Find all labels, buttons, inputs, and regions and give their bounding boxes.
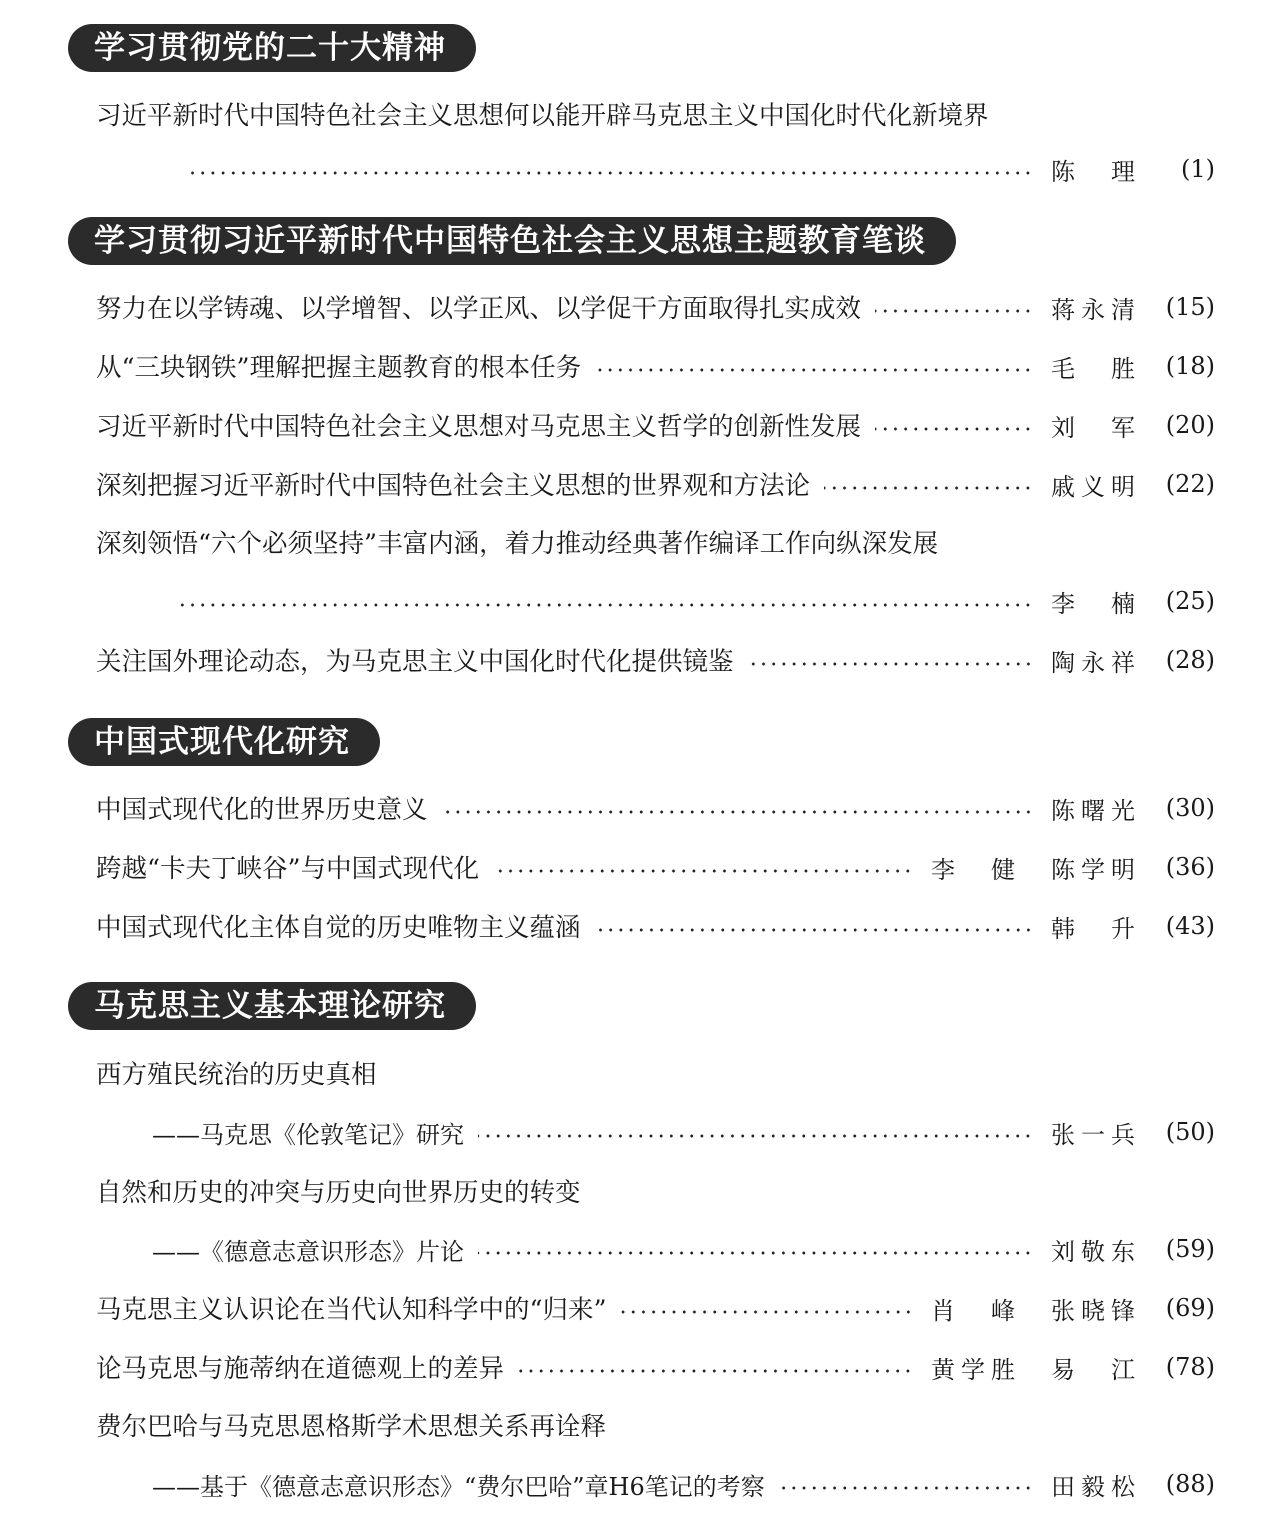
author-name: 陈学明: [1051, 855, 1137, 884]
toc-entry[interactable]: [96, 346, 1215, 386]
dot-leader: [478, 1134, 1033, 1138]
page-number: (1): [1181, 155, 1215, 183]
entry-subtitle: ——基于《德意志意识形态》“费尔巴哈”章H6笔记的考察: [152, 1472, 765, 1501]
dot-leader: [595, 928, 1033, 932]
entry-authors: [1051, 290, 1137, 325]
toc-entry-title[interactable]: [96, 1405, 1215, 1445]
page-number: (43): [1165, 912, 1215, 940]
toc-entry[interactable]: [96, 1347, 1215, 1387]
entry-title: 习近平新时代中国特色社会主义思想何以能开辟马克思主义中国化时代化新境界: [96, 101, 989, 131]
author-name: 韩 升: [1051, 914, 1137, 943]
author-name: 肖 峰: [931, 1296, 1017, 1325]
entry-authors: [1051, 1467, 1137, 1502]
toc-entry[interactable]: [160, 581, 1215, 621]
toc-entry[interactable]: [96, 906, 1215, 946]
toc-entry[interactable]: [96, 405, 1215, 445]
section-header: 学习贯彻习近平新时代中国特色社会主义思想主题教育笔谈: [68, 217, 956, 265]
entry-title: 自然和历史的冲突与历史向世界历史的转变: [96, 1178, 581, 1208]
entry-authors: [931, 1350, 1137, 1385]
dot-leader: [442, 810, 1033, 814]
author-name: 毛 胜: [1051, 354, 1137, 383]
author-name: 张一兵: [1051, 1120, 1137, 1149]
page-number: (30): [1165, 794, 1215, 822]
section-header: 马克思主义基本理论研究: [68, 982, 476, 1030]
toc-entry[interactable]: [176, 149, 1215, 189]
dot-leader: [595, 368, 1033, 372]
entry-title: 关注国外理论动态，为马克思主义中国化时代化提供镜鉴: [96, 647, 734, 677]
page-number: (78): [1165, 1353, 1215, 1381]
author-name: 田毅松: [1051, 1472, 1137, 1501]
toc-entry-title[interactable]: [96, 1053, 1215, 1093]
toc-entry-title[interactable]: [96, 94, 1215, 134]
toc-entry[interactable]: [96, 640, 1215, 680]
entry-authors: [1051, 643, 1137, 678]
author-name: 戚义明: [1051, 472, 1137, 501]
dot-leader: [621, 1310, 913, 1314]
entry-authors: [1051, 408, 1137, 443]
page-number: (69): [1165, 1294, 1215, 1322]
entry-title: 中国式现代化主体自觉的历史唯物主义蕴涵: [96, 913, 581, 943]
author-name: 刘敬东: [1051, 1237, 1137, 1266]
page-number: (20): [1165, 411, 1215, 439]
page-number: (88): [1165, 1470, 1215, 1498]
entry-authors: [931, 850, 1137, 885]
dot-leader: [518, 1369, 913, 1373]
page-number: (22): [1165, 470, 1215, 498]
entry-authors: [1051, 1115, 1137, 1150]
page-number: (36): [1165, 853, 1215, 881]
dot-leader: [748, 662, 1033, 666]
page-number: (15): [1165, 293, 1215, 321]
entry-authors: [1051, 152, 1137, 187]
toc-entry[interactable]: [96, 464, 1215, 504]
dot-leader: [493, 869, 913, 873]
entry-authors: [1051, 584, 1137, 619]
author-name: 陶永祥: [1051, 648, 1137, 677]
toc-entry[interactable]: [96, 287, 1215, 327]
dot-leader: [478, 1251, 1033, 1255]
author-name: 蒋永清: [1051, 295, 1137, 324]
entry-title: 深刻把握习近平新时代中国特色社会主义思想的世界观和方法论: [96, 471, 811, 501]
dot-leader: [875, 427, 1033, 431]
entry-title: 马克思主义认识论在当代认知科学中的“归来”: [96, 1295, 607, 1325]
dot-leader: [824, 486, 1033, 490]
entry-authors: [1051, 467, 1137, 502]
page-number: (25): [1165, 587, 1215, 615]
entry-subtitle: ——《德意志意识形态》片论: [152, 1237, 464, 1266]
entry-title: 论马克思与施蒂纳在道德观上的差异: [96, 1354, 505, 1384]
entry-authors: [1051, 1232, 1137, 1267]
section-header: 中国式现代化研究: [68, 718, 380, 766]
toc-entry[interactable]: [96, 847, 1215, 887]
entry-authors: [1051, 791, 1137, 826]
entry-title: 深刻领悟“六个必须坚持”丰富内涵，着力推动经典著作编译工作向纵深发展: [96, 529, 939, 559]
toc-entry-title[interactable]: [96, 522, 1215, 562]
toc-entry[interactable]: [152, 1229, 1215, 1269]
entry-authors: [1051, 349, 1137, 384]
entry-title: 习近平新时代中国特色社会主义思想对马克思主义哲学的创新性发展: [96, 412, 862, 442]
toc-entry[interactable]: [96, 1288, 1215, 1328]
dot-leader: [190, 171, 1033, 175]
toc-entry[interactable]: [152, 1464, 1215, 1504]
author-name: 陈 理: [1051, 157, 1137, 186]
entry-title: 费尔巴哈与马克思恩格斯学术思想关系再诠释: [96, 1412, 607, 1442]
dot-leader: [779, 1486, 1033, 1490]
entry-title: 从“三块钢铁”理解把握主题教育的根本任务: [96, 353, 582, 383]
entry-authors: [931, 1291, 1137, 1326]
entry-title: 跨越“卡夫丁峡谷”与中国式现代化: [96, 854, 480, 884]
author-name: 黄学胜: [931, 1355, 1017, 1384]
section-header: 学习贯彻党的二十大精神: [68, 24, 476, 72]
page-number: (50): [1165, 1118, 1215, 1146]
author-name: 易 江: [1051, 1355, 1137, 1384]
entry-authors: [1051, 909, 1137, 944]
author-name: 刘 军: [1051, 413, 1137, 442]
entry-subtitle: ——马克思《伦敦笔记》研究: [152, 1120, 464, 1149]
page-number: (28): [1165, 646, 1215, 674]
author-name: 陈曙光: [1051, 796, 1137, 825]
entry-title: 努力在以学铸魂、以学增智、以学正风、以学促干方面取得扎实成效: [96, 294, 862, 324]
dot-leader: [875, 309, 1033, 313]
toc-entry[interactable]: [152, 1112, 1215, 1152]
toc-entry[interactable]: [96, 788, 1215, 828]
page-number: (59): [1165, 1235, 1215, 1263]
author-name: 李 健: [931, 855, 1017, 884]
author-name: 张晓锋: [1051, 1296, 1137, 1325]
entry-title: 西方殖民统治的历史真相: [96, 1060, 377, 1090]
page-number: (18): [1165, 352, 1215, 380]
entry-title: 中国式现代化的世界历史意义: [96, 795, 428, 825]
toc-entry-title[interactable]: [96, 1171, 1215, 1211]
dot-leader: [174, 603, 1033, 607]
author-name: 李 楠: [1051, 589, 1137, 618]
